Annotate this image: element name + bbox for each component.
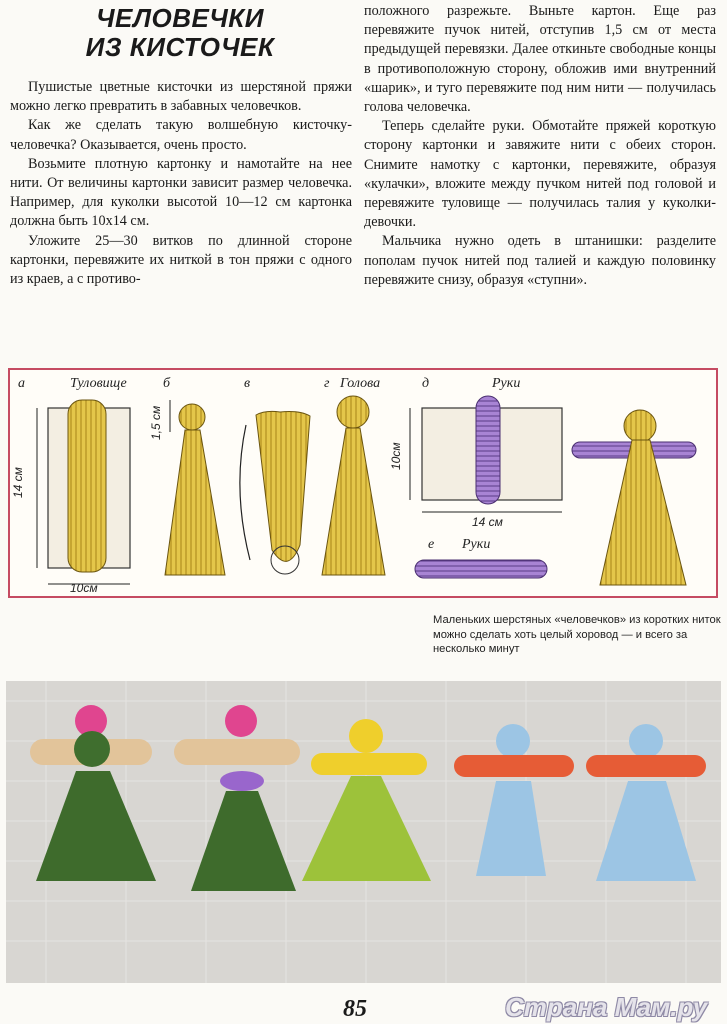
letter-e: е — [428, 537, 435, 552]
label-torso: Туловище — [70, 376, 127, 391]
letter-v: в — [244, 376, 251, 391]
letter-d: д — [422, 376, 430, 391]
letter-g: г — [324, 376, 330, 391]
paragraph: Уложите 25—30 витков по длинной стороне картонки, перевяжите их ниткой в тон пряжи с одного из краев, а с противо- — [10, 232, 352, 288]
tassel-body — [322, 428, 385, 575]
photo-caption: Маленьких шерстяных «человечков» из коротких ниток можно сделать хоть целый хоровод — и всего за несколько минут — [433, 614, 721, 655]
label-head: Голова — [340, 376, 381, 391]
paragraph-continuation: положного разрежьте. Выньте картон. Еще раз перевяжите пучок нитей, отступив 1,5 см от места предыдущей перевязки. Далее откиньте свободные концы в противоположную сторону, обложив ими внутренний «шарик», и туго перевяжите под ним нити — получилась голова человечка. — [364, 3, 716, 116]
step-d — [389, 376, 562, 529]
dim-14cm: 14 см — [11, 467, 25, 498]
yarn-bundle — [68, 400, 106, 572]
doll-body — [600, 440, 686, 585]
doll-head — [624, 410, 656, 442]
dim-10cm: 10см — [70, 581, 98, 595]
head-ball — [179, 404, 205, 430]
tassel-body — [165, 430, 225, 575]
paragraph: Теперь сделайте руки. Обмотайте пряжей короткую сторону картонки и завяжите нити с обеих сторон. Снимите намотку с картонки, перевяжите, образуя «кулачки», вложите между пучком нитей под головой и перевяжите туловище — получилась талия у куколки-девочки. — [364, 118, 716, 231]
page-number: 85 — [343, 996, 367, 1022]
head-ball — [337, 396, 369, 428]
right-column — [364, 2, 716, 290]
article-title — [60, 4, 300, 62]
step-c — [240, 376, 310, 574]
dim-14cm-d: 14 см — [472, 515, 503, 529]
step-a — [11, 376, 130, 595]
arm-roll — [415, 560, 547, 578]
folded-tassel — [256, 411, 310, 561]
finished-doll — [572, 410, 696, 585]
title-line-2: ИЗ КИСТОЧЕК — [85, 32, 275, 62]
step-b — [149, 376, 225, 575]
paragraph: Возьмите плотную картонку и намотайте на нее нити. От величины картонки зависит размер человечка. Например, для куколки высотой 10—12 см картонка должна быть 10х14 см. — [10, 155, 352, 230]
arm-bundle — [476, 396, 500, 504]
site-watermark: Страна Мам.ру — [505, 992, 708, 1022]
letter-a: а — [18, 376, 25, 391]
label-arms: Руки — [492, 376, 521, 391]
title-line-1: ЧЕЛОВЕЧКИ — [96, 3, 264, 33]
dim-1-5cm: 1,5 см — [149, 405, 163, 440]
dim-10cm-d: 10см — [389, 442, 403, 470]
left-column — [10, 78, 352, 289]
label-arms-bottom: Руки — [462, 537, 491, 552]
letter-b: б — [163, 376, 171, 391]
paragraph: Пушистые цветные кисточки из шерстяной пряжи можно легко превратить в забавных человечков. — [10, 79, 352, 115]
step-e — [415, 537, 547, 578]
dolls-photo — [6, 681, 721, 983]
instruction-diagram — [8, 368, 718, 598]
diagram-drawing — [10, 370, 716, 596]
step-g — [322, 376, 385, 575]
paragraph: Мальчика нужно одеть в штанишки: разделите пополам пучок нитей под талией и каждую половинку перевяжите снизу, образуя «ступни». — [364, 233, 716, 288]
paragraph: Как же сделать такую волшебную кисточку-человечка? Оказывается, очень просто. — [10, 117, 352, 153]
